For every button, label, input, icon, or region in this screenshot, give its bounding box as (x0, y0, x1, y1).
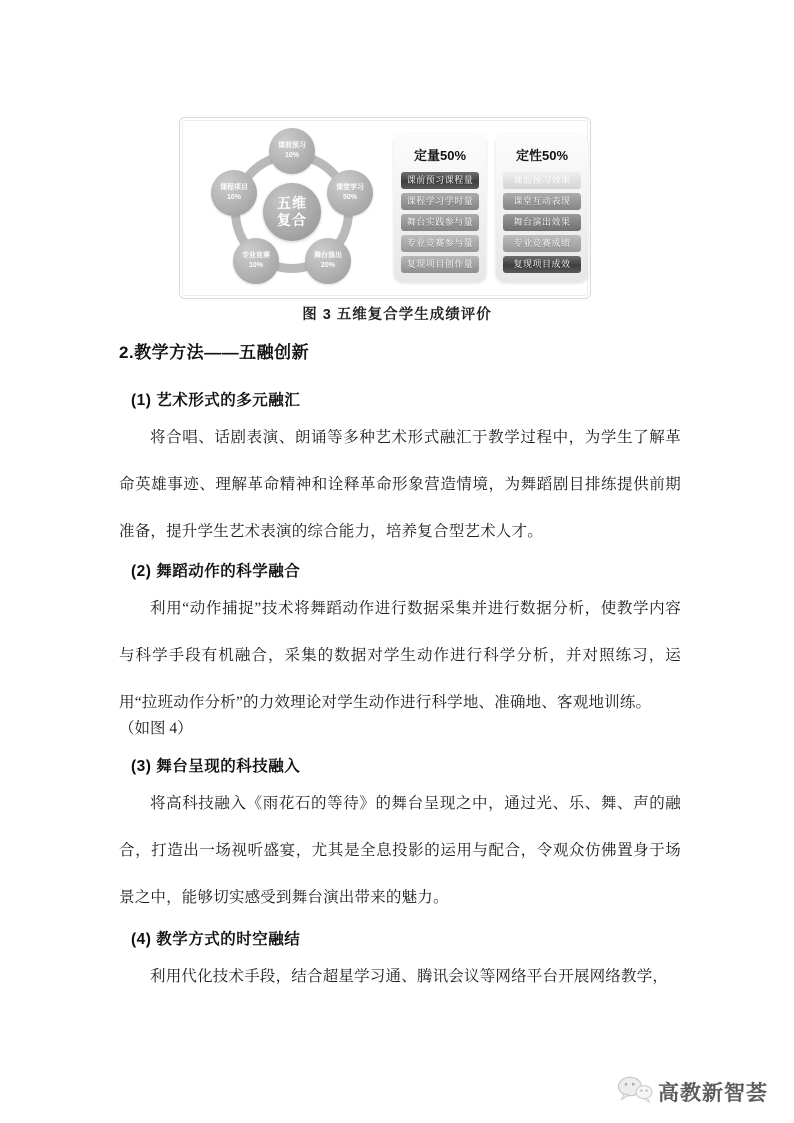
subsection-title-3: (3) 舞台呈现的科技融入 (131, 758, 301, 775)
brand-name: 高教新智荟 (658, 1082, 768, 1105)
diagram-center-circle (263, 183, 321, 241)
center-label-line1: 五维 (277, 194, 307, 211)
document-body (119, 342, 681, 1000)
qualitative-panel (496, 134, 588, 282)
subsection-title-1: (1) 艺术形式的多元融汇 (131, 392, 301, 409)
qualitative-panel-title: 定性50% (515, 148, 569, 163)
node-label: 课程项目 (220, 184, 248, 192)
figure-reference-note: （如图 4） (119, 720, 193, 737)
node-label: 专业竞赛 (242, 252, 270, 260)
node-percent: 10% (248, 262, 263, 269)
quantitative-item: 课程学习学时量 (401, 193, 479, 210)
wechat-bubbles-icon (617, 1076, 653, 1108)
qualitative-item: 舞台演出效果 (503, 214, 581, 231)
diagram-node-course-project (211, 170, 257, 216)
quantitative-panel (394, 134, 486, 282)
paragraph-4: 利用代化技术手段，结合超星学习通、腾讯会议等网络平台开展网络教学， (150, 968, 669, 985)
five-dimension-diagram (192, 122, 394, 294)
node-label: 课堂学习 (336, 184, 364, 192)
node-percent: 50% (342, 194, 357, 201)
qualitative-item: 课前预习效果 (503, 172, 581, 189)
figure-evaluation-diagram (179, 117, 591, 299)
figure-caption: 图 3 五维复合学生成绩评价 (302, 307, 492, 323)
diagram-node-class-learning (327, 170, 373, 216)
node-percent: 20% (320, 262, 335, 269)
quantitative-item: 舞台实践参与量 (401, 214, 479, 231)
node-label: 舞台演出 (314, 252, 342, 260)
node-percent: 10% (226, 194, 241, 201)
diagram-node-pre-class-preview (269, 128, 315, 174)
node-percent: 10% (284, 152, 299, 159)
paragraph-3: 将高科技融入《雨花石的等待》的舞台呈现之中，通过光、乐、舞、声的融合，打造出一场视听盛宴，尤其是全息投影的运用与配合，令观众仿佛置身于场景之中，能够切实感受到舞台演出带来的魅力。 (119, 795, 681, 906)
section-title: 2.教学方法——五融创新 (119, 343, 310, 362)
qualitative-item: 专业竞赛成绩 (503, 235, 581, 252)
qualitative-item: 复现项目成效 (503, 256, 581, 273)
diagram-node-stage-performance (305, 238, 351, 284)
center-label-line2: 复合 (277, 212, 307, 228)
paragraph-2: 利用“动作捕捉”技术将舞蹈动作进行数据采集并进行数据分析，使教学内容与科学手段有机融合，采集的数据对学生动作进行科学分析，并对照练习，运用“拉班动作分析”的力效理论对学生动作进行科学地、准确地、客观地训练。 (119, 600, 681, 711)
quantitative-item: 课前预习课程量 (401, 172, 479, 189)
quantitative-item: 复现项目创作量 (401, 256, 479, 273)
node-label: 课前预习 (278, 142, 306, 150)
paragraph-1: 将合唱、话剧表演、朗诵等多种艺术形式融汇于教学过程中，为学生了解革命英雄事迹、理解革命精神和诠释革命形象营造情境，为舞蹈剧目排练提供前期准备，提升学生艺术表演的综合能力，培养复合型艺术人才。 (119, 429, 681, 540)
subsection-title-4: (4) 教学方式的时空融结 (131, 931, 301, 948)
quantitative-item: 专业竞赛参与量 (401, 235, 479, 252)
evaluation-panels (394, 134, 588, 282)
quantitative-panel-title: 定量50% (413, 148, 467, 163)
qualitative-item: 课堂互动表现 (503, 193, 581, 210)
footer-watermark (617, 1076, 768, 1108)
subsection-title-2: (2) 舞蹈动作的科学融合 (131, 563, 301, 580)
diagram-node-professional-competition (233, 238, 279, 284)
